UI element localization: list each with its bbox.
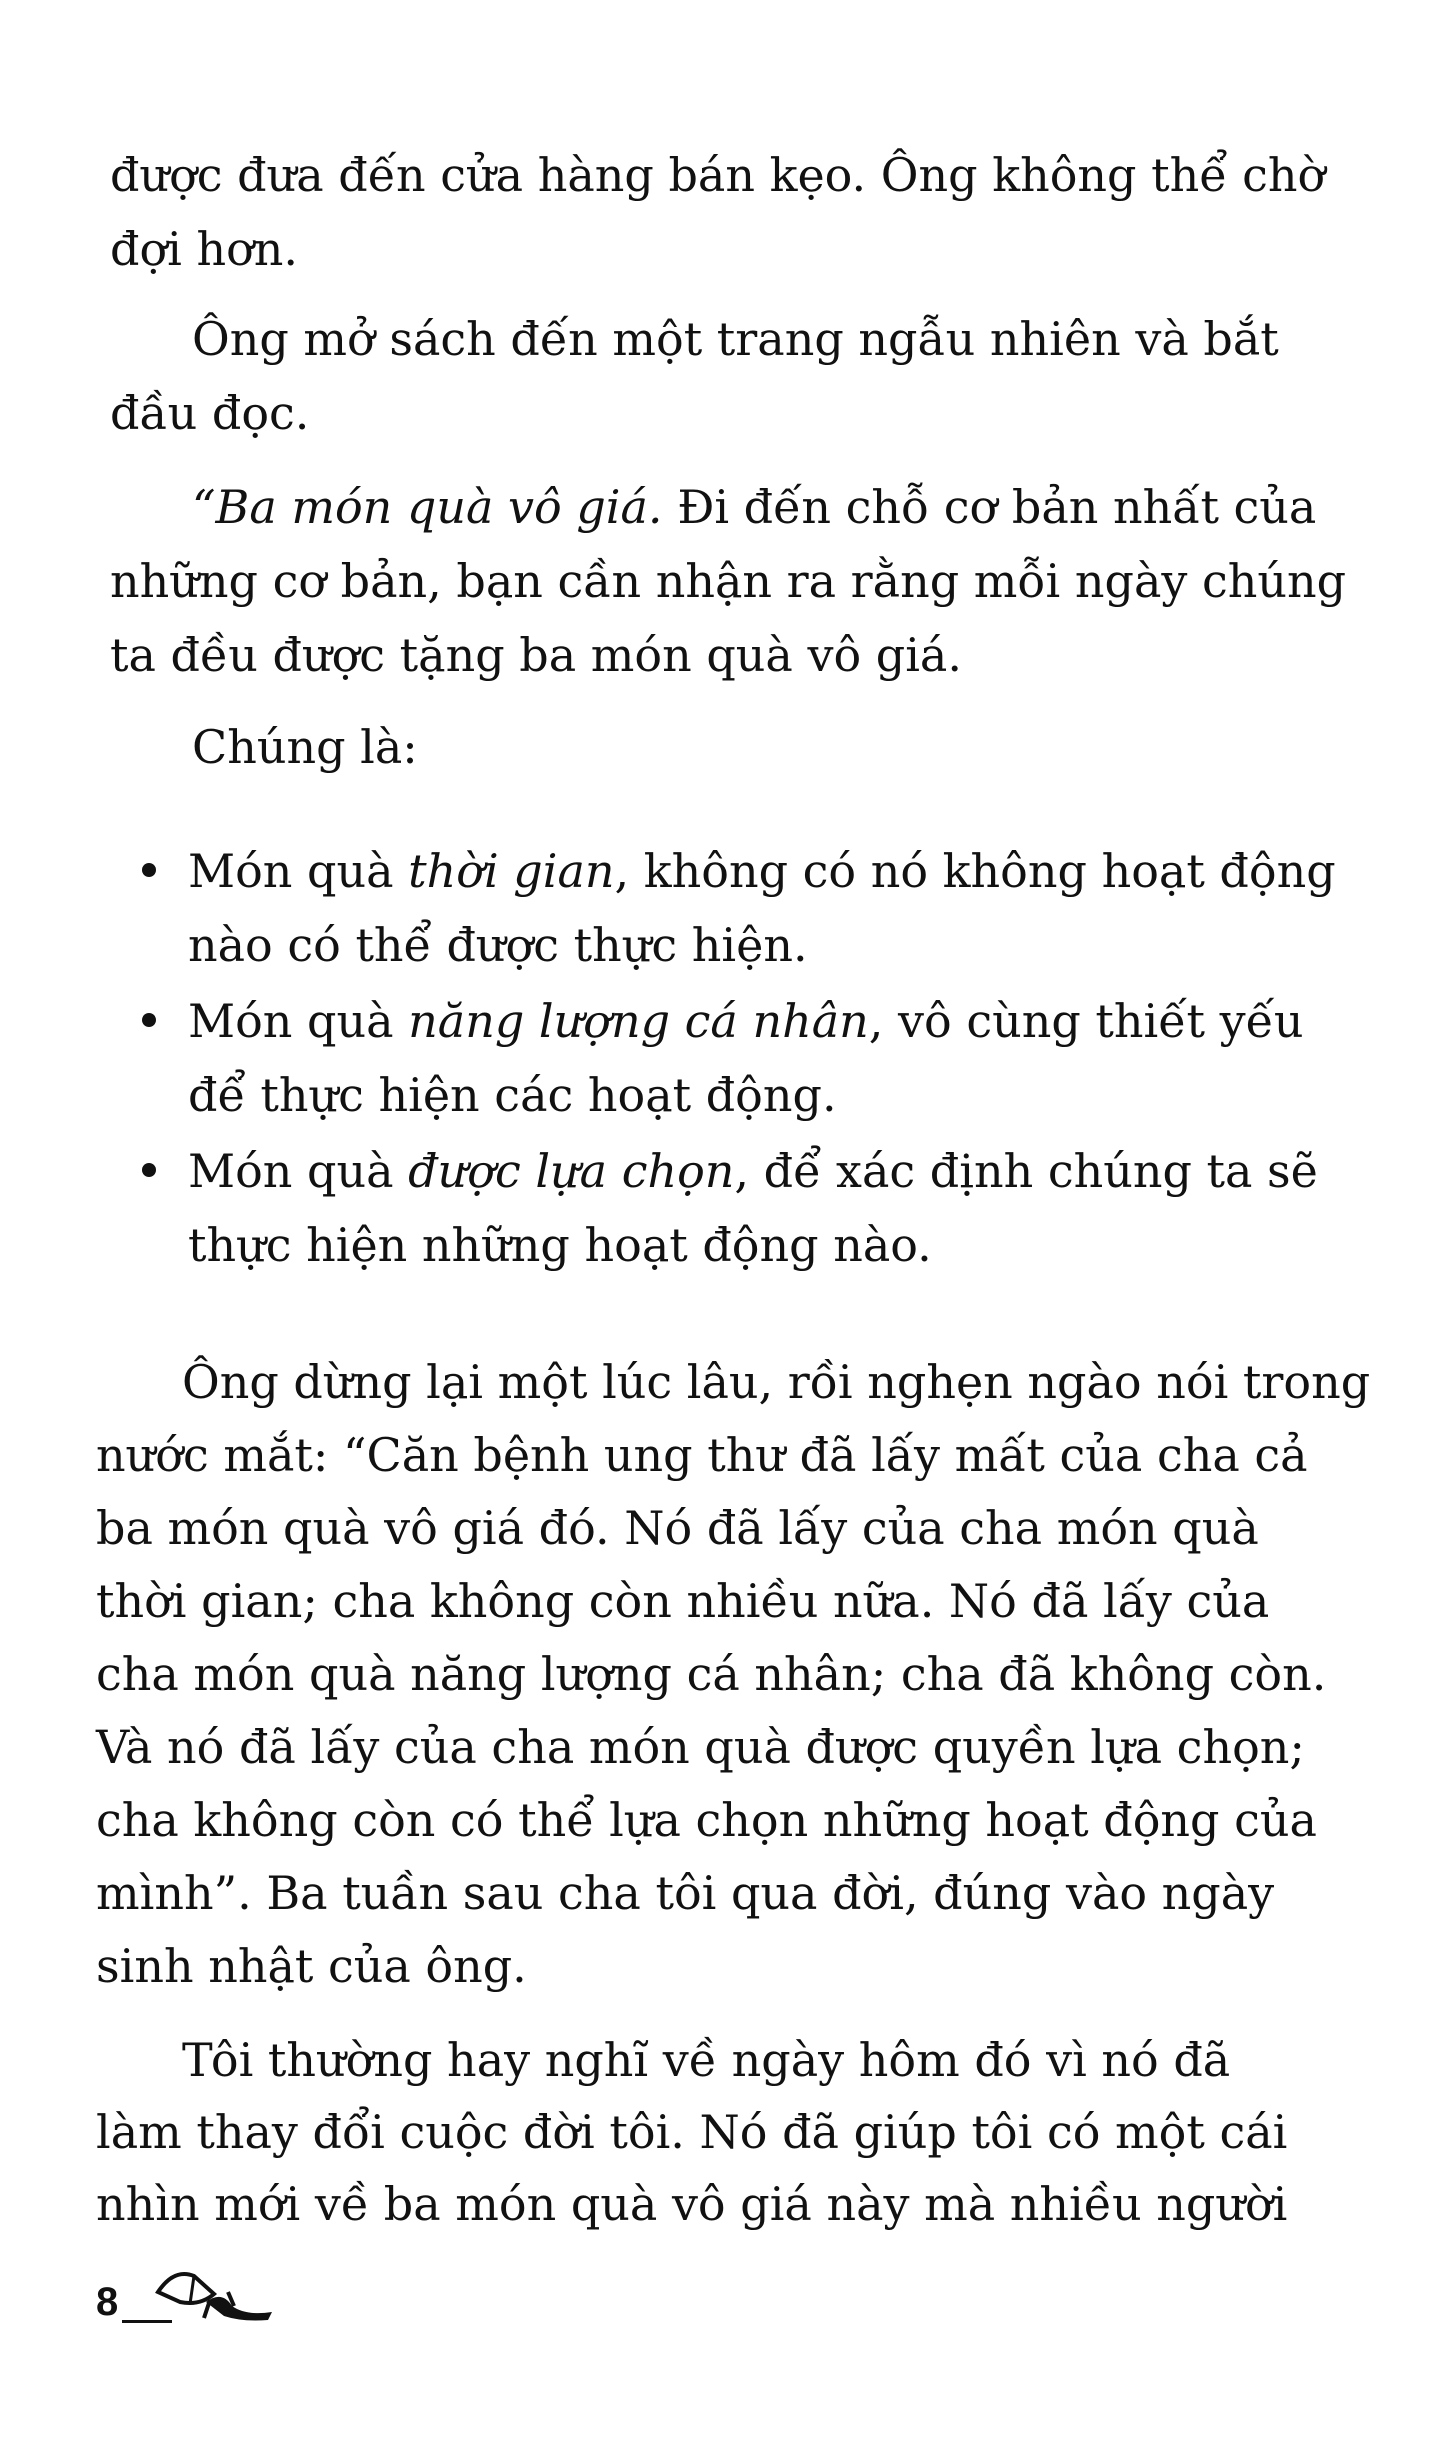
quote-line-rest: Đi đến chỗ cơ bản nhất của bbox=[677, 480, 1317, 534]
text-line: nhìn mới về ba món quà vô giá này mà nhiều người bbox=[96, 2177, 1288, 2231]
text-line: cha không còn có thể lựa chọn những hoạt động của bbox=[96, 1793, 1317, 1847]
story-paragraph bbox=[96, 1346, 1370, 2003]
text-line bbox=[188, 834, 1336, 908]
bullet-suffix: , để xác định chúng ta sẽ bbox=[734, 1144, 1318, 1198]
text-line: cha món quà năng lượng cá nhân; cha đã không còn. bbox=[96, 1647, 1327, 1701]
bullet-emphasis: được lựa chọn bbox=[408, 1144, 735, 1198]
text-line: để thực hiện các hoạt động. bbox=[188, 1068, 837, 1122]
bullet-dot bbox=[142, 1013, 156, 1027]
text-line: được đưa đến cửa hàng bán kẹo. Ông không thể chờ bbox=[110, 148, 1326, 202]
text-line: Ông mở sách đến một trang ngẫu nhiên và bắt bbox=[192, 312, 1279, 366]
text-line: đầu đọc. bbox=[110, 386, 310, 440]
quote-paragraph bbox=[110, 470, 1346, 692]
text-line: sinh nhật của ông. bbox=[96, 1939, 527, 1993]
text-line: đợi hơn. bbox=[110, 222, 299, 276]
text-line: thời gian; cha không còn nhiều nữa. Nó đã lấy của bbox=[96, 1574, 1270, 1628]
bullet-prefix: Món quà bbox=[188, 994, 409, 1048]
closing-paragraph bbox=[96, 2024, 1287, 2240]
text-line: nước mắt: “Căn bệnh ung thư đã lấy mất của cha cả bbox=[96, 1428, 1308, 1482]
text-line: làm thay đổi cuộc đời tôi. Nó đã giúp tôi có một cái bbox=[96, 2105, 1288, 2159]
text-line: ta đều được tặng ba món quà vô giá. bbox=[110, 628, 962, 682]
text-line bbox=[188, 984, 1304, 1058]
paragraph-4 bbox=[192, 710, 418, 784]
text-line: Và nó đã lấy của cha món quà được quyền lựa chọn; bbox=[96, 1720, 1305, 1774]
kite-ornament-icon bbox=[150, 2262, 280, 2324]
page-number: 8 bbox=[96, 2280, 119, 2324]
text-line: mình”. Ba tuần sau cha tôi qua đời, đúng vào ngày bbox=[96, 1866, 1275, 1920]
bullet-dot bbox=[142, 863, 156, 877]
bullet-item-2 bbox=[188, 984, 1304, 1132]
text-line: những cơ bản, bạn cần nhận ra rằng mỗi ngày chúng bbox=[110, 554, 1347, 608]
text-line: Chúng là: bbox=[192, 720, 418, 774]
bullet-emphasis: năng lượng cá nhân bbox=[408, 994, 869, 1048]
text-line: thực hiện những hoạt động nào. bbox=[188, 1218, 932, 1272]
text-line bbox=[110, 470, 1346, 544]
text-line: nào có thể được thực hiện. bbox=[188, 918, 808, 972]
bullet-prefix: Món quà bbox=[188, 844, 409, 898]
bullet-emphasis: thời gian bbox=[408, 844, 615, 898]
text-line: Ông dừng lại một lúc lâu, rồi nghẹn ngào nói trong bbox=[182, 1355, 1371, 1409]
bullet-item-1 bbox=[188, 834, 1336, 982]
text-line bbox=[188, 1134, 1318, 1208]
paragraph-2 bbox=[110, 302, 1279, 450]
paragraph-1 bbox=[110, 138, 1325, 286]
bullet-item-3 bbox=[188, 1134, 1318, 1282]
bullet-prefix: Món quà bbox=[188, 1144, 409, 1198]
text-line: Tôi thường hay nghĩ về ngày hôm đó vì nó đã bbox=[182, 2033, 1231, 2087]
bullet-dot bbox=[142, 1163, 156, 1177]
text-line: ba món quà vô giá đó. Nó đã lấy của cha món quà bbox=[96, 1501, 1259, 1555]
bullet-suffix: , vô cùng thiết yếu bbox=[868, 994, 1304, 1048]
quote-title: “Ba món quà vô giá. bbox=[192, 480, 663, 534]
bullet-suffix: , không có nó không hoạt động bbox=[614, 844, 1336, 898]
